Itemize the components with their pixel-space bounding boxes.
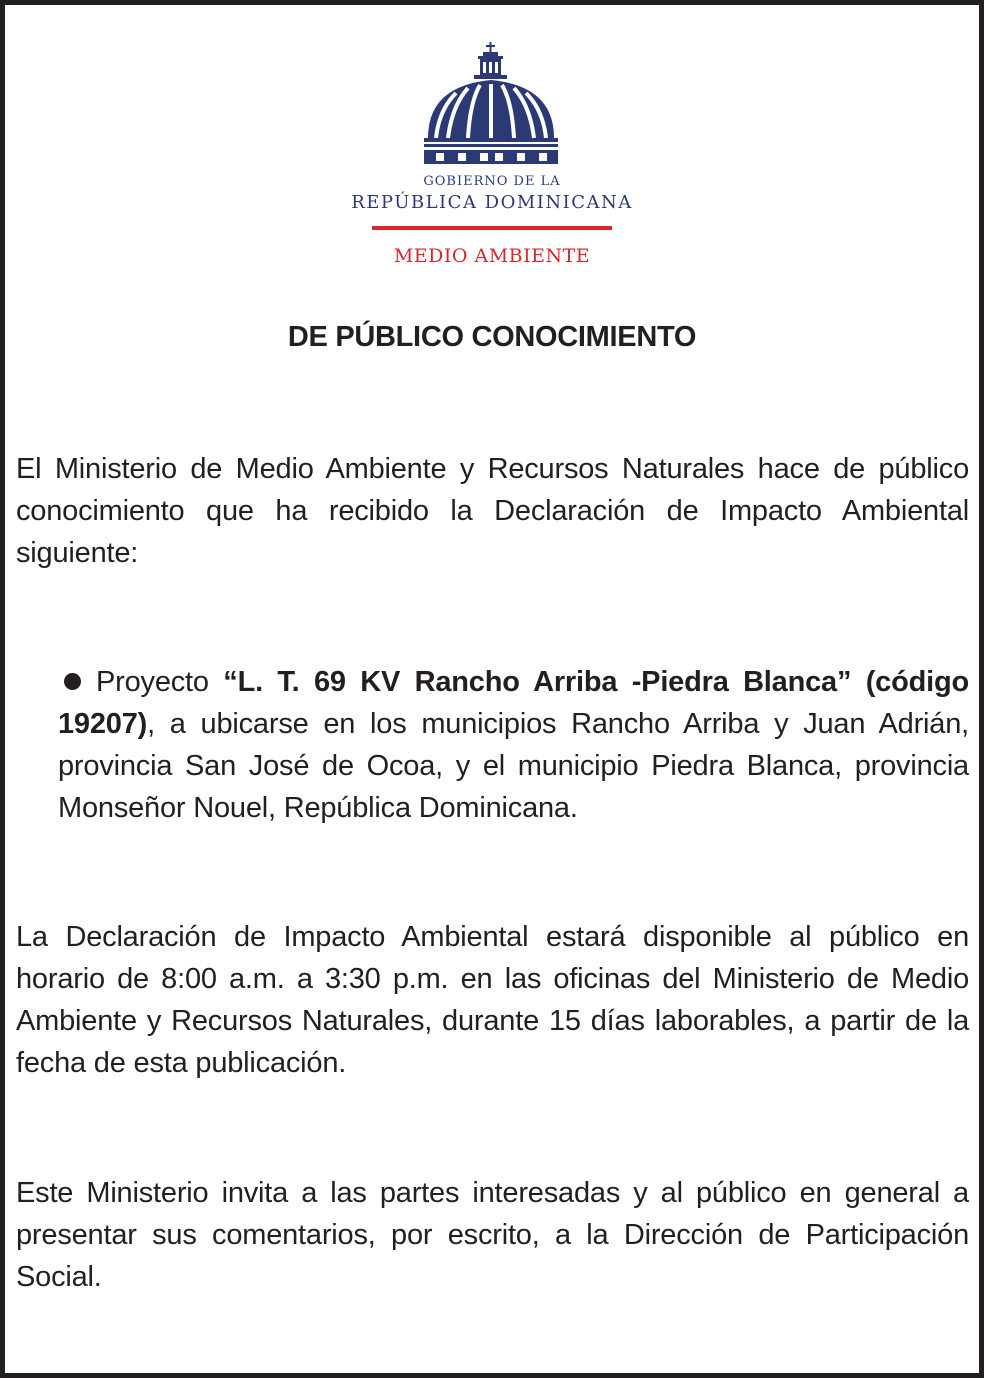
project-bullet-item bbox=[58, 661, 969, 829]
logo-text-medio-ambiente: MEDIO AMBIENTE bbox=[393, 245, 591, 267]
intro-paragraph: El Ministerio de Medio Ambiente y Recursos Naturales hace de público conocimiento que ha recibido la Declaración de Impacto Ambiental siguiente: bbox=[16, 453, 969, 569]
logo-text-gobierno: GOBIERNO DE LA bbox=[423, 174, 561, 189]
project-name: “L. T. 69 KV Rancho Arriba -Piedra Blanca” (código 19207) bbox=[58, 666, 970, 740]
invitation-paragraph: Este Ministerio invita a las partes interesadas y al público en general a presentar sus comentarios, por escrito, a la Dirección de Participación Social. bbox=[16, 1177, 969, 1293]
notice-title: DE PÚBLICO CONOCIMIENTO bbox=[287, 321, 697, 353]
logo-text-republica: REPÚBLICA DOMINICANA bbox=[351, 192, 633, 213]
availability-paragraph: La Declaración de Impacto Ambiental estará disponible al público en horario de 8:00 a.m. a 3:30 p.m. en las oficinas del Ministerio de Medio Ambiente y Recursos Naturales, durante 15 días laborables, a partir de la fecha de esta publicación. bbox=[16, 921, 969, 1079]
logo-red-rule bbox=[372, 226, 612, 230]
project-details: , a ubicarse en los municipios Rancho Arriba y Juan Adrián, provincia San José de Ocoa, y el municipio Piedra Blanca, provincia Monseñor Nouel, República Dominicana. bbox=[58, 708, 969, 824]
government-logo bbox=[340, 42, 644, 278]
dome-emblem-icon bbox=[340, 42, 644, 172]
project-prefix: Proyecto bbox=[96, 666, 224, 698]
